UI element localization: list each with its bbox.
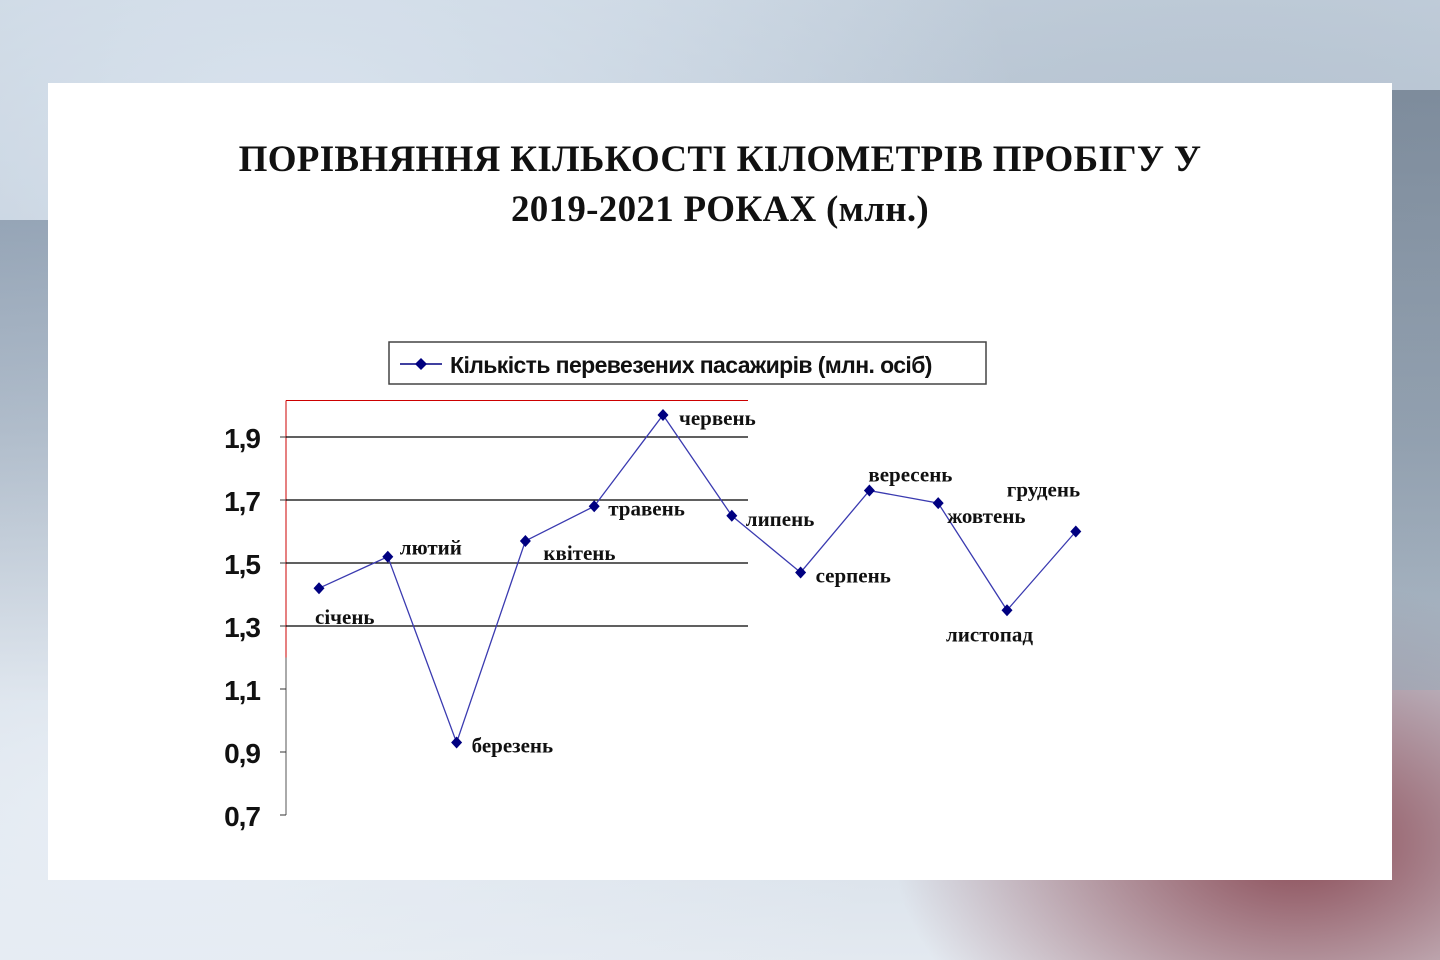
category-label: лютий [399, 535, 462, 560]
category-label: травень [608, 496, 685, 521]
category-label: листопад [946, 622, 1033, 647]
y-tick-label: 0,9 [224, 738, 260, 769]
background-blur-right [1390, 90, 1440, 690]
data-point [382, 551, 393, 563]
data-point [314, 582, 325, 594]
category-label: січень [315, 605, 375, 630]
category-label: квітень [543, 540, 616, 565]
y-tick-label: 0,7 [224, 801, 260, 832]
category-label: вересень [868, 462, 953, 487]
chart-title-line2: 2019-2021 РОКАХ (млн.) [510, 189, 930, 230]
line-chart [48, 83, 1392, 880]
y-tick-label: 1,9 [224, 423, 260, 454]
chart-title-line1: ПОРІВНЯННЯ КІЛЬКОСТІ КІЛОМЕТРІВ ПРОБІГУ У [238, 139, 1202, 180]
y-tick-label: 1,1 [224, 675, 260, 706]
data-point [933, 497, 944, 509]
slide [48, 83, 1392, 880]
category-label: березень [471, 733, 554, 758]
data-point [451, 737, 462, 749]
category-label: грудень [1006, 477, 1081, 502]
data-point [726, 510, 737, 522]
y-tick-label: 1,5 [224, 549, 260, 580]
data-point [520, 535, 531, 547]
category-label: серпень [815, 563, 891, 588]
legend-label: Кількість перевезених пасажирів (млн. осіб) [450, 352, 932, 378]
y-tick-label: 1,7 [224, 486, 260, 517]
series-line [319, 415, 1076, 743]
y-tick-label: 1,3 [224, 612, 260, 643]
category-label: червень [679, 405, 756, 430]
category-label: жовтень [947, 504, 1026, 529]
category-label: липень [745, 506, 815, 531]
